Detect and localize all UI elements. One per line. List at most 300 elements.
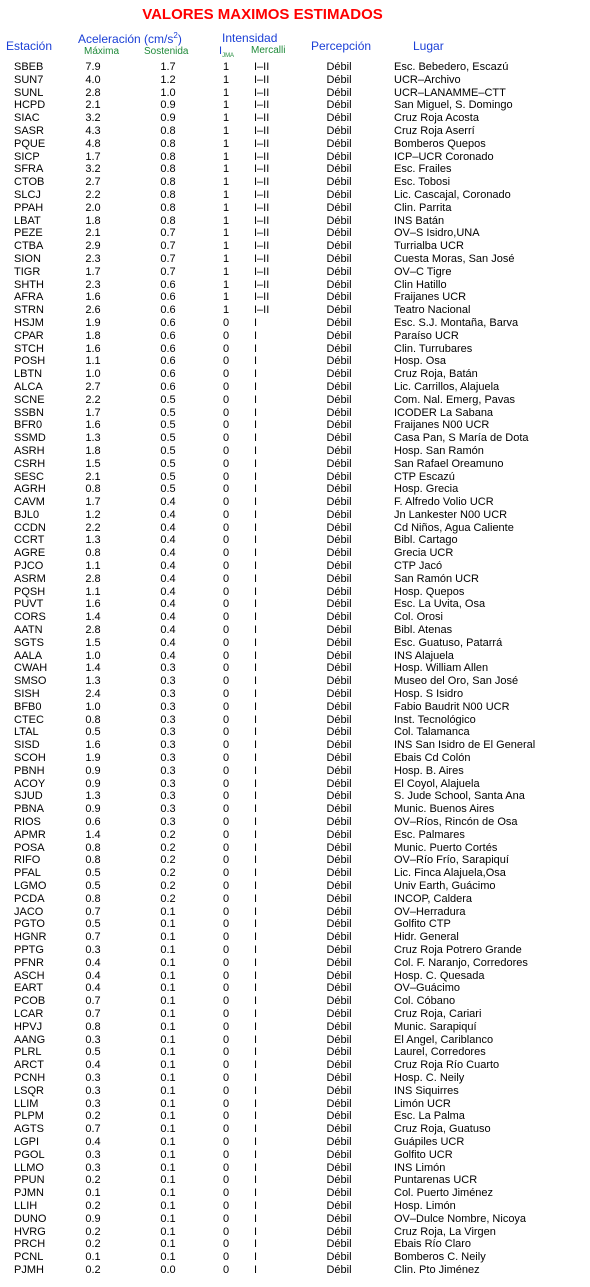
intensity-jma: 1 (222, 112, 230, 125)
table-row (0, 99, 590, 112)
sustained-acceleration: 0.8 (160, 176, 176, 189)
perception: Débil (326, 739, 352, 752)
sustained-acceleration: 0.5 (160, 393, 176, 406)
sustained-acceleration: 0.1 (160, 995, 176, 1008)
intensity-jma: 0 (222, 355, 230, 368)
location: Fraijanes UCR (394, 291, 467, 304)
max-acceleration: 0.3 (85, 1071, 101, 1084)
table-row (0, 279, 590, 292)
intensity-mercalli: I (254, 380, 258, 393)
max-acceleration: 0.4 (85, 1135, 101, 1148)
max-acceleration: 7.9 (85, 61, 101, 73)
perception: Débil (326, 803, 352, 816)
intensity-mercalli: I–II (254, 163, 270, 176)
perception: Débil (326, 73, 352, 86)
location: OV–Dulce Nombre, Nicoya (394, 1212, 527, 1225)
intensity-jma: 1 (222, 252, 230, 265)
intensity-mercalli: I (254, 713, 258, 726)
table-row (0, 765, 590, 778)
header-aceleracion-exponent: 2 (173, 31, 178, 40)
station-code: PEZE (14, 227, 43, 240)
max-acceleration: 2.7 (85, 176, 101, 189)
max-acceleration: 0.7 (85, 905, 101, 918)
station-code: STRN (14, 304, 44, 317)
station-code: LCAR (14, 1007, 44, 1020)
max-acceleration: 0.8 (85, 841, 101, 854)
max-acceleration: 1.7 (85, 496, 101, 509)
sustained-acceleration: 0.1 (160, 982, 176, 995)
location: Clin Hatillo (394, 278, 447, 291)
header-i-letter: I (219, 45, 223, 57)
location: Guápiles UCR (394, 1135, 465, 1148)
location: Hosp. Osa (394, 355, 446, 368)
intensity-jma: 1 (222, 86, 230, 99)
table-row (0, 1046, 590, 1059)
location: Munic. Buenos Aires (394, 803, 495, 816)
intensity-mercalli: I (254, 560, 258, 573)
table-row (0, 1264, 590, 1277)
intensity-jma: 0 (222, 432, 230, 445)
station-code: PGOL (14, 1148, 45, 1161)
table-row (0, 176, 590, 189)
perception: Débil (326, 227, 352, 240)
intensity-jma: 0 (222, 585, 230, 598)
max-acceleration: 1.3 (85, 790, 101, 803)
perception: Débil (326, 368, 352, 381)
location: S. Jude School, Santa Ana (394, 790, 525, 803)
table-row (0, 560, 590, 573)
intensity-jma: 0 (222, 598, 230, 611)
station-code: PPUN (14, 1174, 45, 1187)
location: Hosp. C. Neily (394, 1071, 465, 1084)
table-row (0, 1110, 590, 1123)
location: Clin. Parrita (394, 201, 452, 214)
station-code: ASRH (14, 444, 45, 457)
header-mercalli: Mercalli (251, 45, 286, 56)
location: Cuesta Moras, San José (394, 252, 515, 265)
perception: Débil (326, 995, 352, 1008)
sustained-acceleration: 0.5 (160, 483, 176, 496)
intensity-mercalli: I (254, 547, 258, 560)
perception: Débil (326, 585, 352, 598)
location: CTP Jacó (394, 560, 443, 573)
station-code: LBTN (14, 368, 43, 381)
intensity-mercalli: I (254, 1123, 258, 1136)
intensity-jma: 0 (222, 905, 230, 918)
intensity-jma: 0 (222, 419, 230, 432)
intensity-jma: 0 (222, 1187, 230, 1200)
intensity-jma: 0 (222, 713, 230, 726)
station-code: HCPD (14, 99, 46, 112)
intensity-mercalli: I (254, 316, 258, 329)
intensity-mercalli: I–II (254, 124, 270, 137)
location: Esc. Frailes (394, 163, 452, 176)
perception: Débil (326, 432, 352, 445)
station-code: PCNL (14, 1251, 44, 1264)
station-code: ASCH (14, 969, 45, 982)
intensity-jma: 0 (222, 1225, 230, 1238)
table-row (0, 1251, 590, 1264)
perception: Débil (326, 969, 352, 982)
intensity-mercalli: I (254, 1071, 258, 1084)
sustained-acceleration: 0.1 (160, 956, 176, 969)
location: Clin. Pto Jiménez (394, 1263, 480, 1276)
perception: Débil (326, 764, 352, 777)
intensity-mercalli: I (254, 1084, 258, 1097)
perception: Débil (326, 688, 352, 701)
location: F. Alfredo Volio UCR (394, 496, 494, 509)
table-row (0, 483, 590, 496)
perception: Débil (326, 1033, 352, 1046)
table-row (0, 842, 590, 855)
sustained-acceleration: 0.4 (160, 496, 176, 509)
perception: Débil (326, 867, 352, 880)
sustained-acceleration: 0.1 (160, 1059, 176, 1072)
location: Lic. Cascajal, Coronado (394, 188, 511, 201)
intensity-jma: 0 (222, 995, 230, 1008)
station-code: SCOH (14, 752, 46, 765)
location: Laurel, Corredores (394, 1046, 486, 1059)
station-code: BFR0 (14, 419, 43, 432)
location: Esc. Tobosi (394, 176, 451, 189)
max-acceleration: 1.8 (85, 444, 101, 457)
sustained-acceleration: 0.4 (160, 560, 176, 573)
perception: Débil (326, 1251, 352, 1264)
max-acceleration: 1.3 (85, 432, 101, 445)
station-code: PBNH (14, 764, 45, 777)
intensity-mercalli: I (254, 777, 258, 790)
max-acceleration: 2.1 (85, 99, 101, 112)
sustained-acceleration: 0.1 (160, 1238, 176, 1251)
perception: Débil (326, 329, 352, 342)
max-acceleration: 1.6 (85, 342, 101, 355)
station-code: EART (14, 982, 44, 995)
station-code: DUNO (14, 1212, 47, 1225)
perception: Débil (326, 406, 352, 419)
perception: Débil (326, 982, 352, 995)
intensity-jma: 0 (222, 675, 230, 688)
sustained-acceleration: 0.4 (160, 624, 176, 637)
sustained-acceleration: 0.1 (160, 1046, 176, 1059)
intensity-mercalli: I (254, 982, 258, 995)
location: Hidr. General (394, 931, 459, 944)
table-row (0, 125, 590, 138)
sustained-acceleration: 0.4 (160, 508, 176, 521)
header-i-jma (219, 45, 234, 59)
max-acceleration: 0.7 (85, 995, 101, 1008)
station-code: PPTG (14, 943, 44, 956)
max-acceleration: 0.8 (85, 892, 101, 905)
sustained-acceleration: 0.6 (160, 316, 176, 329)
table-row (0, 1174, 590, 1187)
intensity-mercalli: I (254, 841, 258, 854)
intensity-mercalli: I (254, 943, 258, 956)
table-row (0, 1187, 590, 1200)
intensity-jma: 0 (222, 649, 230, 662)
table-row (0, 1098, 590, 1111)
sustained-acceleration: 0.6 (160, 355, 176, 368)
station-code: LGPI (14, 1135, 40, 1148)
location: OV–Herradura (394, 905, 466, 918)
perception: Débil (326, 483, 352, 496)
max-acceleration: 0.8 (85, 854, 101, 867)
max-acceleration: 3.2 (85, 112, 101, 125)
intensity-mercalli: I (254, 892, 258, 905)
max-acceleration: 0.4 (85, 1059, 101, 1072)
max-acceleration: 0.2 (85, 1263, 101, 1276)
perception: Débil (326, 943, 352, 956)
station-code: LBAT (14, 214, 41, 227)
max-acceleration: 0.8 (85, 547, 101, 560)
table-row (0, 573, 590, 586)
station-code: SUNL (14, 86, 44, 99)
location: OV–S Isidro,UNA (394, 227, 480, 240)
intensity-mercalli: I (254, 854, 258, 867)
station-code: PLRL (14, 1046, 42, 1059)
station-code: PRCH (14, 1238, 46, 1251)
intensity-jma: 0 (222, 316, 230, 329)
perception: Débil (326, 444, 352, 457)
max-acceleration: 2.2 (85, 521, 101, 534)
intensity-jma: 0 (222, 1148, 230, 1161)
location: El Angel, Cariblanco (394, 1033, 494, 1046)
location: Ebais Río Claro (394, 1238, 472, 1251)
intensity-jma: 1 (222, 304, 230, 317)
table-row (0, 739, 590, 752)
table-row (0, 240, 590, 253)
max-acceleration: 1.1 (85, 560, 101, 573)
intensity-jma: 0 (222, 700, 230, 713)
station-code: AGTS (14, 1123, 44, 1136)
perception: Débil (326, 713, 352, 726)
sustained-acceleration: 0.4 (160, 572, 176, 585)
perception: Débil (326, 1046, 352, 1059)
location: Col. Cóbano (394, 995, 456, 1008)
location: Esc. Palmares (394, 828, 465, 841)
table-row (0, 471, 590, 484)
location: Hosp. S Isidro (394, 688, 464, 701)
station-code: LLIM (14, 1097, 39, 1110)
location: Fabio Baudrit N00 UCR (394, 700, 510, 713)
table-row (0, 547, 590, 560)
max-acceleration: 1.6 (85, 739, 101, 752)
location: Col. Puerto Jiménez (394, 1187, 494, 1200)
perception: Débil (326, 214, 352, 227)
intensity-mercalli: I–II (254, 227, 270, 240)
table-row (0, 266, 590, 279)
intensity-mercalli: I (254, 1199, 258, 1212)
location: Com. Nal. Emerg, Pavas (394, 393, 516, 406)
station-code: PFNR (14, 956, 44, 969)
sustained-acceleration: 0.1 (160, 1161, 176, 1174)
location: Bibl. Atenas (394, 624, 453, 637)
intensity-jma: 1 (222, 163, 230, 176)
intensity-jma: 0 (222, 521, 230, 534)
perception: Débil (326, 828, 352, 841)
perception: Débil (326, 598, 352, 611)
location: Cruz Roja, Guatuso (394, 1123, 491, 1136)
sustained-acceleration: 1.7 (160, 61, 176, 73)
intensity-jma: 0 (222, 739, 230, 752)
intensity-mercalli: I–II (254, 137, 270, 150)
max-acceleration: 0.9 (85, 764, 101, 777)
table-row (0, 61, 590, 74)
sustained-acceleration: 0.3 (160, 752, 176, 765)
sustained-acceleration: 0.1 (160, 943, 176, 956)
max-acceleration: 0.2 (85, 1199, 101, 1212)
sustained-acceleration: 0.1 (160, 1135, 176, 1148)
station-code: CSRH (14, 457, 46, 470)
max-acceleration: 0.4 (85, 956, 101, 969)
sustained-acceleration: 0.6 (160, 304, 176, 317)
max-acceleration: 0.3 (85, 1161, 101, 1174)
max-acceleration: 4.0 (85, 73, 101, 86)
perception: Débil (326, 1148, 352, 1161)
intensity-jma: 0 (222, 790, 230, 803)
max-acceleration: 0.3 (85, 1097, 101, 1110)
location: INS Alajuela (394, 649, 454, 662)
intensity-jma: 1 (222, 227, 230, 240)
table-row (0, 726, 590, 739)
perception: Débil (326, 816, 352, 829)
sustained-acceleration: 0.6 (160, 380, 176, 393)
location: Esc. Guatuso, Patarrá (394, 636, 503, 649)
intensity-mercalli: I–II (254, 112, 270, 125)
station-code: SSMD (14, 432, 46, 445)
intensity-jma: 0 (222, 726, 230, 739)
sustained-acceleration: 0.4 (160, 636, 176, 649)
perception: Débil (326, 649, 352, 662)
station-code: SLCJ (14, 188, 41, 201)
location: Cruz Roja Río Cuarto (394, 1059, 500, 1072)
table-row (0, 1226, 590, 1239)
max-acceleration: 1.1 (85, 355, 101, 368)
station-code: ARCT (14, 1059, 44, 1072)
sustained-acceleration: 0.1 (160, 1020, 176, 1033)
header-lugar: Lugar (413, 39, 444, 53)
location: Clin. Turrubares (394, 342, 473, 355)
location: Turrialba UCR (394, 240, 464, 253)
location: Hosp. Grecia (394, 483, 459, 496)
intensity-mercalli: I–II (254, 265, 270, 278)
location: OV–Guácimo (394, 982, 461, 995)
intensity-jma: 0 (222, 918, 230, 931)
intensity-jma: 0 (222, 1033, 230, 1046)
station-code: ALCA (14, 380, 43, 393)
location: INS Limón (394, 1161, 446, 1174)
perception: Débil (326, 1161, 352, 1174)
max-acceleration: 2.4 (85, 688, 101, 701)
max-acceleration: 1.9 (85, 752, 101, 765)
sustained-acceleration: 0.3 (160, 816, 176, 829)
station-code: STCH (14, 342, 44, 355)
max-acceleration: 1.0 (85, 700, 101, 713)
intensity-jma: 0 (222, 867, 230, 880)
intensity-jma: 0 (222, 828, 230, 841)
perception: Débil (326, 1071, 352, 1084)
max-acceleration: 0.5 (85, 880, 101, 892)
sustained-acceleration: 0.3 (160, 726, 176, 739)
table-row (0, 189, 590, 202)
max-acceleration: 0.1 (85, 1251, 101, 1264)
perception: Débil (326, 278, 352, 291)
intensity-jma: 0 (222, 1199, 230, 1212)
intensity-jma: 0 (222, 892, 230, 905)
table-row (0, 317, 590, 330)
table-row (0, 330, 590, 343)
perception: Débil (326, 176, 352, 189)
intensity-mercalli: I (254, 406, 258, 419)
station-code: POSH (14, 355, 46, 368)
intensity-jma: 0 (222, 572, 230, 585)
sustained-acceleration: 0.1 (160, 1174, 176, 1187)
sustained-acceleration: 0.9 (160, 99, 176, 112)
intensity-mercalli: I (254, 419, 258, 432)
table-row (0, 893, 590, 906)
station-code: PQSH (14, 585, 46, 598)
table-row (0, 394, 590, 407)
intensity-mercalli: I (254, 624, 258, 637)
intensity-jma: 0 (222, 1135, 230, 1148)
location: UCR–Archivo (394, 73, 461, 86)
sustained-acceleration: 0.6 (160, 278, 176, 291)
intensity-jma: 0 (222, 1123, 230, 1136)
table-row (0, 944, 590, 957)
header-estacion: Estación (6, 39, 53, 53)
intensity-mercalli: I (254, 1097, 258, 1110)
max-acceleration: 1.3 (85, 534, 101, 547)
table-row (0, 1149, 590, 1162)
location: OV–Río Frío, Sarapiquí (394, 854, 509, 867)
sustained-acceleration: 0.1 (160, 1212, 176, 1225)
perception: Débil (326, 905, 352, 918)
intensity-mercalli: I (254, 1033, 258, 1046)
intensity-jma: 0 (222, 547, 230, 560)
location: Teatro Nacional (394, 304, 471, 317)
location: Cruz Roja, La Virgen (394, 1225, 496, 1238)
intensity-mercalli: I (254, 790, 258, 803)
station-code: SASR (14, 124, 44, 137)
perception: Débil (326, 252, 352, 265)
station-code: LLMO (14, 1161, 44, 1174)
location: Jn Lankester N00 UCR (394, 508, 508, 521)
station-code: SESC (14, 470, 44, 483)
perception: Débil (326, 1225, 352, 1238)
intensity-mercalli: I (254, 995, 258, 1008)
location: Cruz Roja Aserrí (394, 124, 475, 137)
header-percepcion: Percepción (311, 39, 372, 53)
sustained-acceleration: 0.1 (160, 1097, 176, 1110)
sustained-acceleration: 0.4 (160, 649, 176, 662)
table-row (0, 918, 590, 931)
location: San Rafael Oreamuno (394, 457, 504, 470)
intensity-mercalli: I (254, 483, 258, 496)
sustained-acceleration: 0.1 (160, 969, 176, 982)
max-acceleration: 4.3 (85, 124, 101, 137)
station-code: CTEC (14, 713, 44, 726)
max-acceleration: 0.5 (85, 1046, 101, 1059)
table-row (0, 880, 590, 893)
max-acceleration: 0.2 (85, 1110, 101, 1123)
sustained-acceleration: 0.4 (160, 611, 176, 624)
sustained-acceleration: 0.1 (160, 1148, 176, 1161)
table-row (0, 1162, 590, 1175)
intensity-jma: 0 (222, 329, 230, 342)
sustained-acceleration: 1.0 (160, 86, 176, 99)
perception: Débil (326, 777, 352, 790)
sustained-acceleration: 0.7 (160, 240, 176, 253)
intensity-mercalli: I–II (254, 291, 270, 304)
